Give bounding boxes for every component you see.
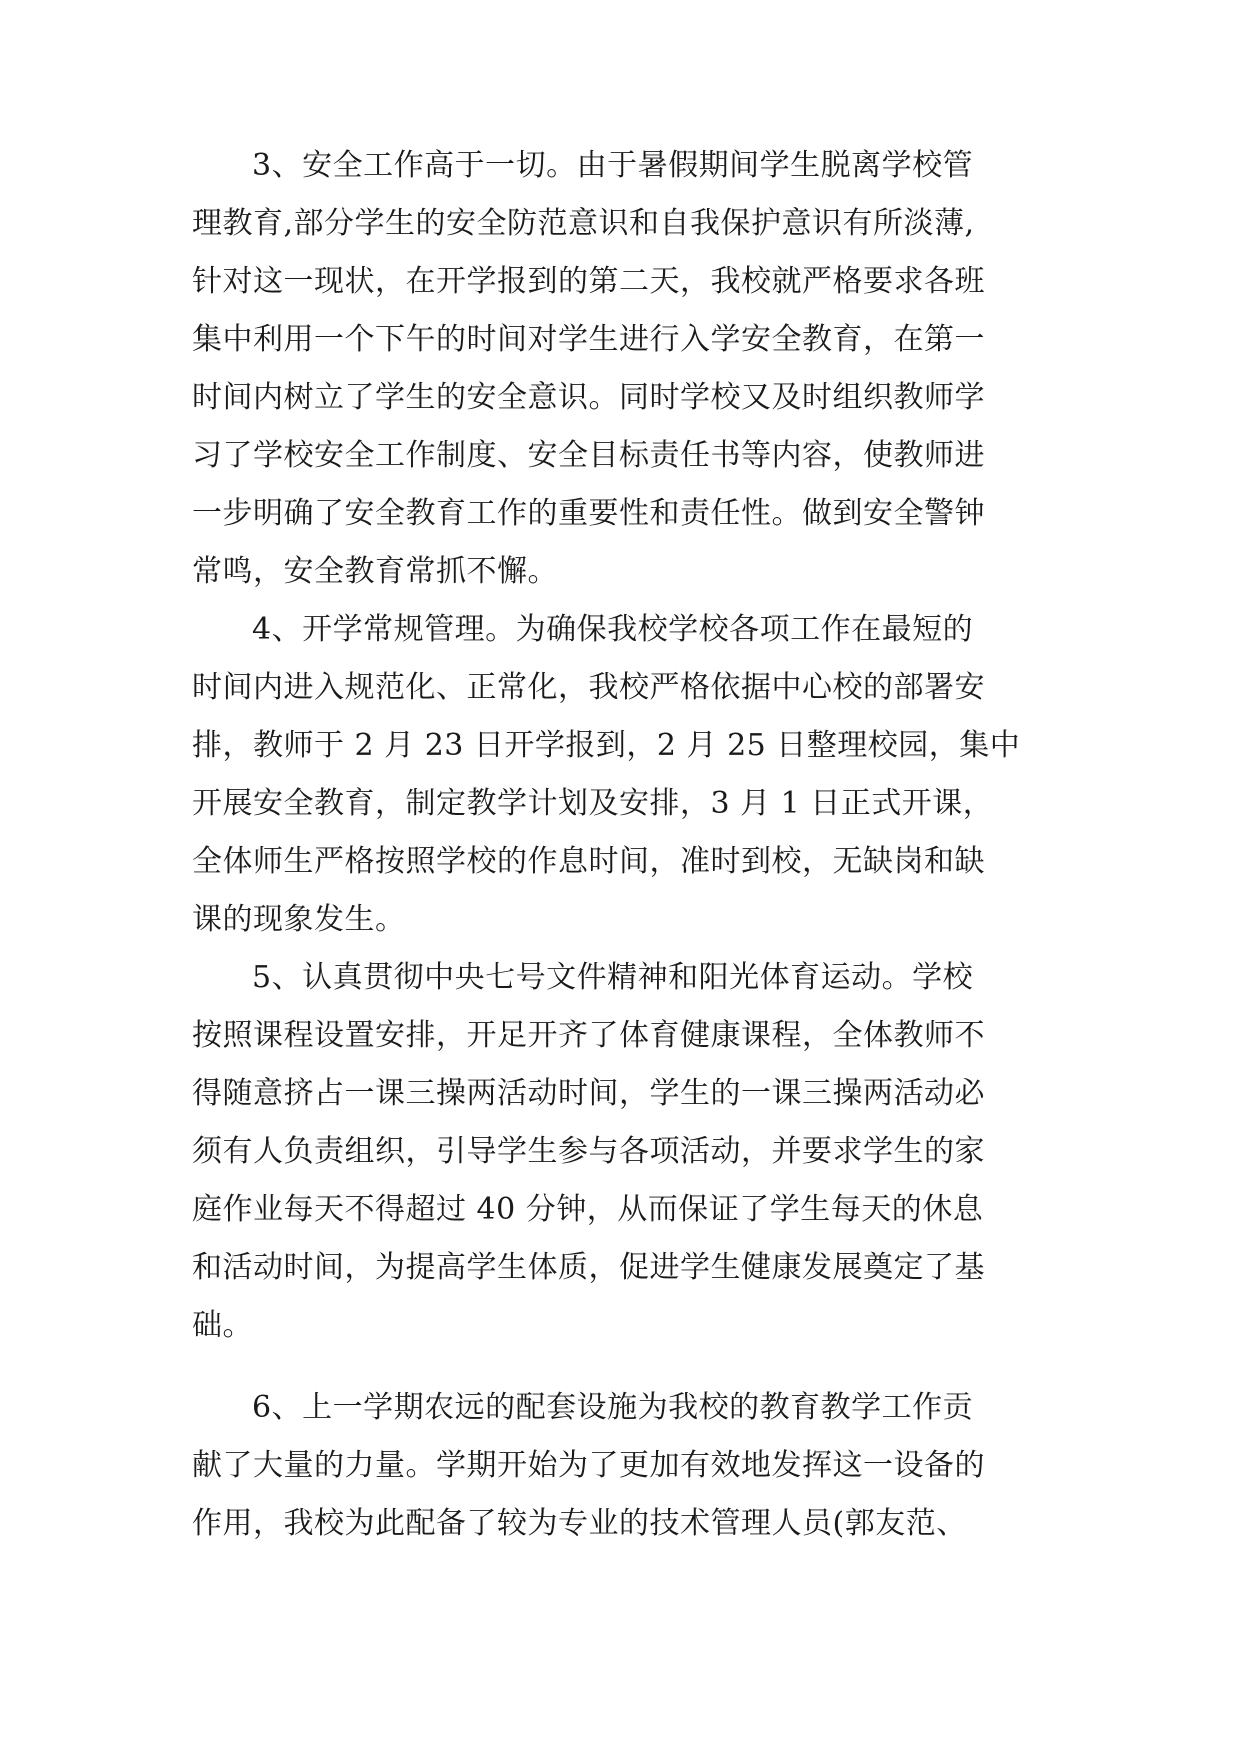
paragraph-5-line-6: 和活动时间，为提高学生体质，促进学生健康发展奠定了基 [192, 1250, 985, 1285]
paragraph-6-line-2: 献了大量的力量。学期开始为了更加有效地发挥这一设备的 [192, 1448, 985, 1483]
paragraph-5-line-5: 庭作业每天不得超过 40 分钟，从而保证了学生每天的休息 [192, 1192, 984, 1227]
paragraph-5-line-3: 得随意挤占一课三操两活动时间，学生的一课三操两活动必 [192, 1076, 985, 1111]
paragraph-6-line-1: 6、上一学期农远的配套设施为我校的教育教学工作贡 [252, 1390, 974, 1425]
paragraph-3-line-2: 理教育,部分学生的安全防范意识和自我保护意识有所淡薄, [192, 206, 975, 241]
paragraph-4-line-2: 时间内进入规范化、正常化，我校严格依据中心校的部署安 [192, 670, 985, 705]
paragraph-4-line-1: 4、开学常规管理。为确保我校学校各项工作在最短的 [252, 612, 974, 647]
paragraph-3-line-7: 一步明确了安全教育工作的重要性和责任性。做到安全警钟 [192, 496, 985, 531]
paragraph-3-line-1: 3、安全工作高于一切。由于暑假期间学生脱离学校管 [252, 148, 974, 183]
paragraph-4-line-4: 开展安全教育，制定教学计划及安排，3 月 1 日正式开课， [192, 786, 994, 821]
paragraph-4-line-6: 课的现象发生。 [192, 902, 406, 937]
paragraph-5-line-2: 按照课程设置安排，开足开齐了体育健康课程，全体教师不 [192, 1018, 985, 1053]
paragraph-5-line-7: 础。 [192, 1308, 253, 1343]
paragraph-5-line-1: 5、认真贯彻中央七号文件精神和阳光体育运动。学校 [252, 960, 974, 995]
paragraph-5-line-4: 须有人负责组织，引导学生参与各项活动，并要求学生的家 [192, 1134, 985, 1169]
paragraph-4-line-5: 全体师生严格按照学校的作息时间，准时到校，无缺岗和缺 [192, 844, 985, 879]
paragraph-4-line-3: 排，教师于 2 月 23 日开学报到，2 月 25 日整理校园，集中 [192, 728, 1021, 763]
paragraph-3-line-5: 时间内树立了学生的安全意识。同时学校又及时组织教师学 [192, 380, 985, 415]
paragraph-6-line-3: 作用，我校为此配备了较为专业的技术管理人员(郭友范、 [192, 1506, 967, 1541]
paragraph-3-line-6: 习了学校安全工作制度、安全目标责任书等内容，使教师进 [192, 438, 985, 473]
paragraph-3-line-8: 常鸣，安全教育常抓不懈。 [192, 554, 558, 589]
paragraph-3-line-3: 针对这一现状，在开学报到的第二天，我校就严格要求各班 [192, 264, 985, 299]
paragraph-3-line-4: 集中利用一个下午的时间对学生进行入学安全教育，在第一 [192, 322, 985, 357]
